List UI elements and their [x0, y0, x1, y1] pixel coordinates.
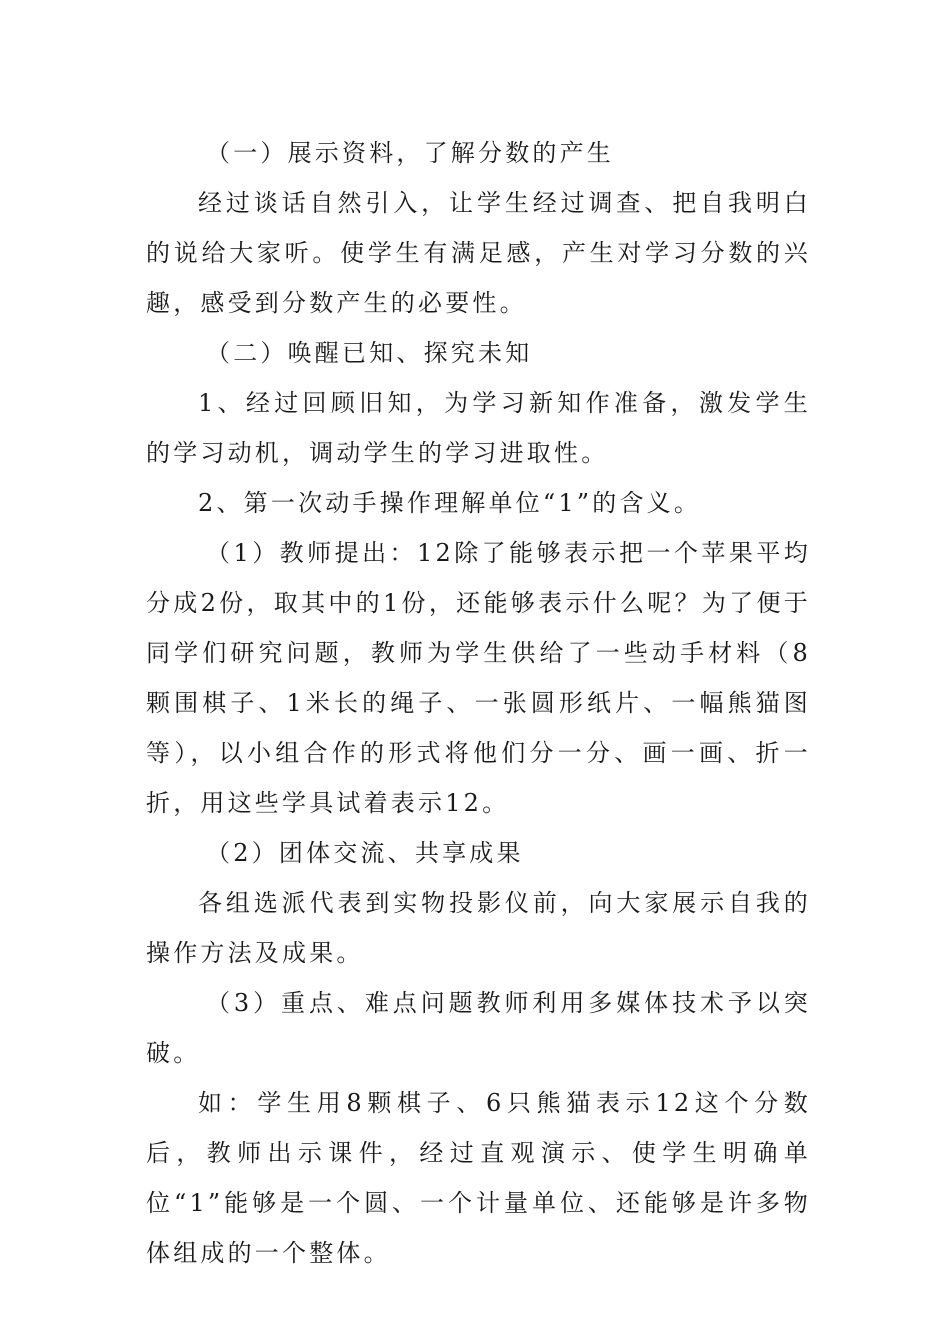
paragraph-step-2: 2、第一次动手操作理解单位“1”的含义。	[198, 489, 702, 517]
section-heading-2: （二）唤醒已知、探究未知	[206, 339, 533, 367]
paragraph-substep-3: （3）重点、难点问题教师利用多媒体技术予以突破。	[146, 989, 811, 1067]
document-body	[146, 128, 811, 1278]
paragraph-group-report: 各组选派代表到实物投影仪前，向大家展示自我的操作方法及成果。	[146, 889, 811, 967]
paragraph-intro: 经过谈话自然引入，让学生经过调查、把自我明白的说给大家听。使学生有满足感，产生对学习分数的兴趣，感受到分数产生的必要性。	[146, 189, 811, 317]
section-heading-1: （一）展示资料，了解分数的产生	[206, 139, 614, 167]
paragraph-step-1: 1、经过回顾旧知，为学习新知作准备，激发学生的学习动机，调动学生的学习进取性。	[146, 389, 811, 467]
paragraph-substep-1: （1）教师提出：12除了能够表示把一个苹果平均分成2份，取其中的1份，还能够表示什么呢？为了便于同学们研究问题，教师为学生供给了一些动手材料（8颗围棋子、1米长的绳子、一张圆形纸片、一幅熊猫图等），以小组合作的形式将他们分一分、画一画、折一折，用这些学具试着表示12。	[146, 539, 811, 817]
paragraph-example: 如：学生用8颗棋子、6只熊猫表示12这个分数后，教师出示课件，经过直观演示、使学生明确单位“1”能够是一个圆、一个计量单位、还能够是许多物体组成的一个整体。	[146, 1089, 811, 1267]
paragraph-substep-2: （2）团体交流、共享成果	[206, 839, 524, 867]
